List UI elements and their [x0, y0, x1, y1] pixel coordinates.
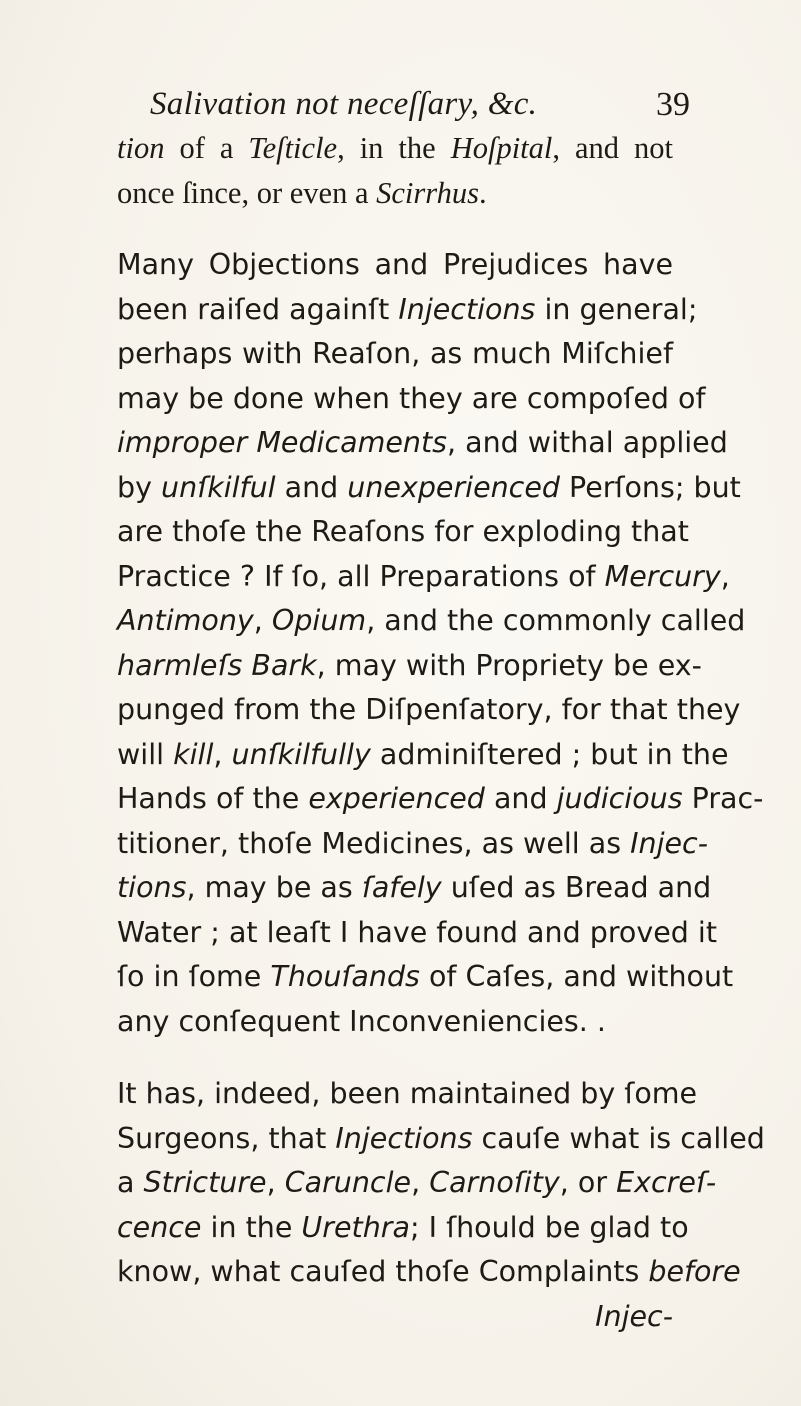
text-line: Practice ? If ſo, all Preparations of Mercury, — [117, 559, 730, 593]
text-line: Surgeons, that Injections cauſe what is called — [117, 1121, 765, 1155]
text-line: titioner, thoſe Medicines, as well as Injec- — [117, 826, 709, 860]
text-line: harmleſs Bark, may with Propriety be ex- — [117, 648, 702, 682]
text-line: Water ; at leaſt I have found and proved it — [117, 915, 717, 949]
text-line: once ſince, or even a Scirrhus. — [117, 175, 487, 210]
text-line: Antimony, Opium, and the commonly called — [117, 604, 746, 637]
page-number: 39 — [656, 86, 690, 123]
text-line: may be done when they are compoſed of — [117, 381, 706, 415]
text-line: improper Medicaments, and withal applied — [117, 426, 728, 459]
text-line: a Stricture, Caruncle, Carnoſity, or Excreſ- — [117, 1166, 717, 1199]
body-text — [117, 126, 765, 1339]
text-line: tions, may be as ſafely uſed as Bread and — [117, 871, 712, 904]
text-line: been raiſed againſt Injections in general; — [117, 292, 698, 326]
text-line: any conſequent Inconveniencies. . — [117, 1004, 606, 1038]
running-head: Salivation not neceſſary, &c. — [150, 86, 538, 122]
paragraph — [117, 126, 673, 215]
paragraph — [117, 1072, 765, 1339]
text-line: cence in the Urethra; I ſhould be glad to — [117, 1210, 689, 1244]
text-line: ſo in ſome Thouſands of Caſes, and without — [117, 960, 734, 993]
text-line: know, what cauſed thoſe Complaints before — [117, 1255, 741, 1288]
text-line: Many Objections and Prejudices have — [117, 248, 673, 281]
text-line: will kill, unſkilfully adminiſtered ; but in the — [117, 737, 729, 771]
text-line: It has, indeed, been maintained by ſome — [117, 1077, 698, 1110]
text-line: by unſkilful and unexperienced Perſons; but — [117, 470, 741, 504]
text-line: perhaps with Reaſon, as much Miſchief — [117, 337, 673, 370]
text-line: are thoſe the Reaſons for exploding that — [117, 515, 689, 548]
text-line: Hands of the experienced and judicious Prac- — [117, 782, 764, 815]
text-line: tion of a Teſticle, in the Hoſpital, and not — [117, 131, 673, 165]
paragraph — [117, 243, 764, 1044]
catchword: Injec- — [595, 1299, 673, 1333]
text-line: punged from the Diſpenſatory, for that they — [117, 693, 741, 726]
page-header — [150, 86, 690, 130]
